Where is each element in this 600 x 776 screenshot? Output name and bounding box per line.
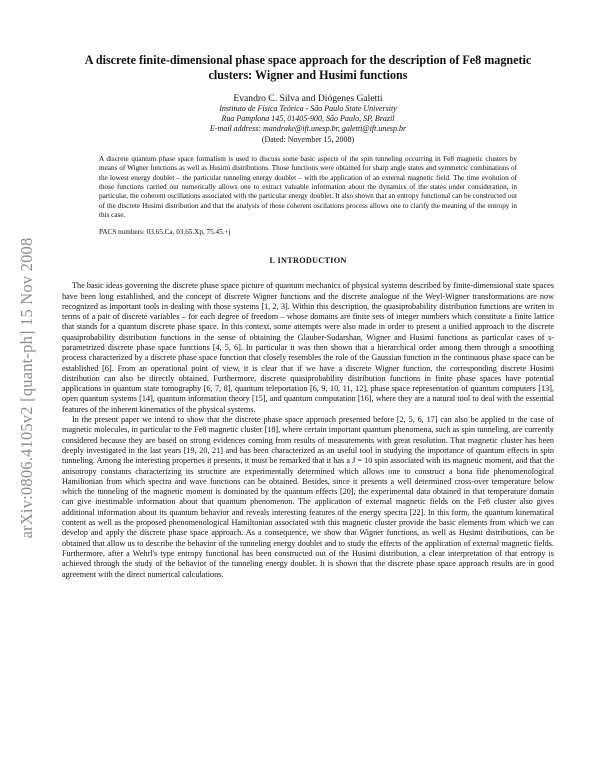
arxiv-identifier: arXiv:0806.4105v2 [quant-ph] 15 Nov 2008 — [17, 237, 36, 539]
paragraph: In the present paper we intend to show that the discrete phase space approach presented before [2, 5, 6, 17] can also be applied to the case of magnetic molecules, in particular to the Fe8 magnetic cluster [18], where certain important quantum phenomena, such as spin tunneling, are currently considered because they are based on strong evidences coming from results of measurements with great resolution. That magnetic cluster has been deeply investigated in the last years [19, 20, 21] and has been characterized as an useful tool in studying the importance of quantum effects in spin tunneling. Among the interesting properties it presents, it must be remarked that it has a J = 10 spin associated with its magnetic moment, and that the anisotropy constants characterizing its structure are experimentally determined which allows one to construct a bona fide phenomenological Hamiltonian from which spectra and wave functions can be obtained. Besides, since it presents a well determined cross-over temperature below which the tunneling of the magnetic moment is dominated by the quantum effects [20], the experimental data obtained in that temperature domain can give inestimable information about that quantum phenomenon. The application of external magnetic fields on the Fe8 cluster also gives additional information about its quantum behavior and reveals interesting features of the energy spectra [22]. In this form, the quantum kinematical content as well as the proposed phenomenological Hamiltonian associated with this magnetic cluster provide the basic elements from which we can develop and apply the discrete phase space approach. As a consequence, we show that Wigner functions, as well as Husimi distributions, can be obtained that allow us to describe the behavior of the tunneling energy doublet and to study the effects of the application of external magnetic fields. Furthermore, after a Wehrl's type entropy functional has been constructed out of the Husimi distribution, a clear interpretation of that entropy is achieved through the study of the behavior of the tunneling energy doublet. It is shown that the discrete phase space approach results are in good agreement with the direct numerical calculations. — [62, 415, 554, 579]
affiliation — [62, 104, 554, 135]
affiliation-institute: Instituto de Física Teórica - São Paulo State University — [219, 104, 397, 113]
affiliation-address: Rua Pamplona 145, 01405-900, São Paulo, SP, Brazil — [221, 114, 395, 124]
author-list: Evandro C. Silva and Diógenes Galetti — [233, 93, 383, 104]
section-body — [62, 281, 554, 580]
abstract-text: A discrete quantum phase space formalism is used to discuss some basic aspects of the spin tunneling occurring in Fe8 magnetic clusters by means of Wigner functions as well as Husimi distributions. Those functions were obtained for sharp angle states and symmetric combinations of the lowest energy doublet – the particular tunneling energy doublet – with the application of an external magnetic field. The time evolution of those functions carried out numerically allows one to extract valuable information about the dynamics of the states under consideration, in particular, the coherent oscillations associated with the particular energy doublet. It also shown that an entropy functional can be constructed out of the discrete Husimi distribution and that the analysis of those coherent oscilations process allows one to clarify the meaning of the entropy in this case. — [99, 154, 517, 219]
dated-line: (Dated: November 15, 2008) — [261, 134, 355, 144]
paragraph: The basic ideas governing the discrete phase space picture of quantum mechanics of physical systems described by finite-dimensional state spaces have been long established, and the concept of discrete Wigner functions and the discrete analogue of the Weyl-Wigner transformations are now recognized as important tools in dealing with those systems [1, 2, 3]. Within this description, the quasiprobability distribution functions are writen in terms of a pair of discrete variables – for each degree of freedom – whose domains are finite sets of integer numbers which constitute a finite lattice that stands for a quantum discrete phase space. In this context, some attempts were also made in order to present a unified approach to the discrete quasiprobability distribution functions in the sense of obtaining the Glauber-Sudarshan, Wigner and Husimi functions as particular cases of s-parametrized discrete phase space functions [4, 5, 6]. In particular it was then shown that a hierarchical order among them through a smoothing process characterized by a discrete phase space function that closely resembles the role of the Gaussian function in the continuous phase space can be established [6]. From an operational point of view, it is clear that if we have a discrete Wigner function, the corresponding discrete Husimi distribution can also be directly obtained. Furthermore, discrete quasiprobability distribution functions in finite phase spaces have potential applications in quantum state tomography [6, 7, 8], quantum teleportation [6, 9, 10, 11, 12], phase space representation of quantum computers [13], open quantum systems [14], quantum information theory [15], and quantum computation [16], where they are a natural tool to deal with the essential features of the inherent kinematics of the physical systems. — [62, 281, 554, 414]
paper-page — [62, 53, 554, 580]
pacs-numbers: PACS numbers: 03.65.Ca, 03.65.Xp, 75.45.+j — [99, 228, 231, 237]
affiliation-email: E-mail address: mandrake@ift.unesp.br, galetti@ift.unesp.br — [209, 124, 407, 134]
section-heading: I. INTRODUCTION — [269, 256, 347, 266]
paper-title: A discrete finite-dimensional phase space approach for the description of Fe8 magnetic clusters: Wigner and Husimi functions — [84, 53, 532, 82]
